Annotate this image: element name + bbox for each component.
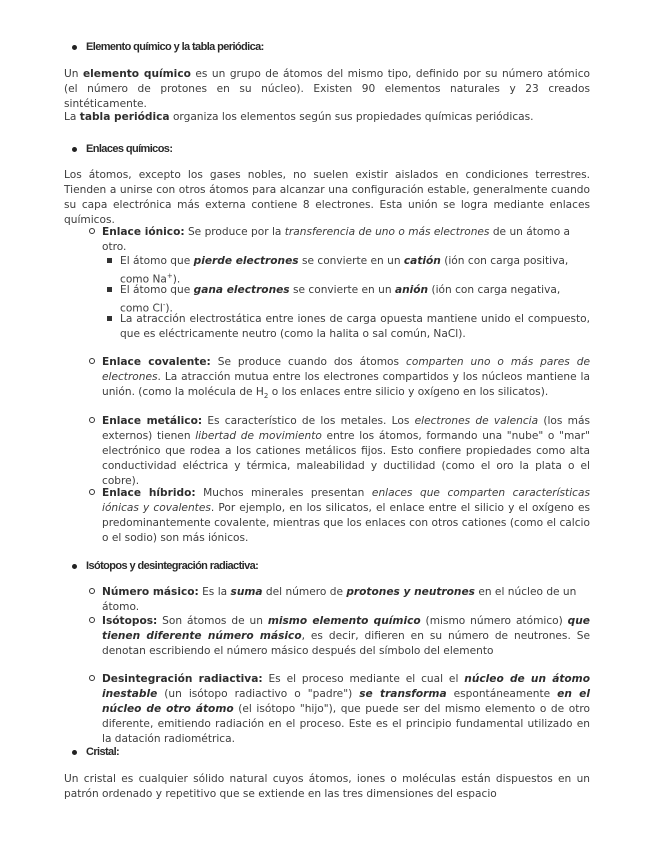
section-heading-cristal: Cristal: [86,746,120,758]
item-enlace-covalente: Enlace covalente: Se produce cuando dos átomos comparten uno o más pares de electrones. La atracción mutua entre los electrones compartidos y los núcleos mantiene la unión. (como la molécula de $H_2$ o los enlaces entre silicio y oxígeno en los silicatos). [102,356,590,401]
section-heading-isotopos: Isótopos y desintegración radiactiva: [86,560,259,572]
bullet-icon [72,564,77,569]
circle-bullet-icon [89,417,95,423]
item-enlace-hibrido: Enlace híbrido: Muchos minerales presentan enlaces que comparten características iónicas y covalentes. Por ejemplo, en los silicatos, el enlace entre el silicio y el oxígeno es predominantemente covalente, mientras que los enlaces con otros cationes (como el calcio o el sodio) son más iónicos. [102,487,590,544]
circle-bullet-icon [89,675,95,681]
square-bullet-icon [107,316,112,321]
subitem-atraccion: La atracción electrostática entre iones de carga opuesta mantiene unido el compuesto, que es eléctricamente neutro (como la halita o sal común, NaCl). [120,313,590,340]
circle-bullet-icon [89,617,95,623]
item-enlace-ionico: Enlace iónico: Se produce por la transferencia de uno o más electrones de un átomo a otro. [102,226,571,253]
section-heading-enlaces: Enlaces químicos: [86,143,173,155]
item-enlace-metalico: Enlace metálico: Es característico de los metales. Los electrones de valencia (los más externos) tienen libertad de movimiento entre los átomos, formando una "nube" o "mar" electrónico que rodea a los cationes metálicos fijos. Esto confiere propiedades como alta conductividad eléctrica y térmica, maleabilidad y ductilidad (como el oro la plata o el cobre). [102,415,590,487]
bullet-icon [72,147,77,152]
circle-bullet-icon [89,228,95,234]
subitem-cation: El átomo que pierde electrones se convierte en un catión (ión con carga positiva, como Na+). [120,255,569,286]
paragraph-elemento: Un elemento químico es un grupo de átomos del mismo tipo, definido por su número atómico (el número de protones en su núcleo). Existen 90 elementos naturales y 23 creados sintéticamente. [64,68,590,110]
square-bullet-icon [107,258,112,263]
subitem-anion: El átomo que gana electrones se convierte en un anión (ión con carga negativa, como Cl-). [120,284,561,315]
circle-bullet-icon [89,489,95,495]
bullet-icon [72,750,77,755]
paragraph-cristal: Un cristal es cualquier sólido natural cuyos átomos, iones o moléculas están dispuestos en un patrón ordenado y repetitivo que se extiende en las tres dimensiones del espacio [64,773,590,800]
circle-bullet-icon [89,358,95,364]
paragraph-enlaces-intro: Los átomos, excepto los gases nobles, no suelen existir aislados en condiciones terrestres. Tienden a unirse con otros átomos para alcanzar una configuración estable, generalmente cuando su capa electrónica más externa contiene 8 electrones. Esta unión se logra mediante enlaces químicos. [64,169,590,226]
item-desintegracion: Desintegración radiactiva: Es el proceso mediante el cual el núcleo de un átomo inestable (un isótopo radiactivo o "padre") se transforma espontáneamente en el núcleo de otro átomo (el isótopo "hijo"), que puede ser del mismo elemento o de otro diferente, emitiendo radiación en el proceso. Este es el principio fundamental utilizado en la datación radiométrica. [102,673,590,745]
circle-bullet-icon [89,588,95,594]
square-bullet-icon [107,287,112,292]
section-heading-elemento: Elemento químico y la tabla periódica: [86,41,264,53]
bullet-icon [72,45,77,50]
paragraph-tabla: La tabla periódica organiza los elementos según sus propiedades químicas periódicas. [64,111,534,123]
item-isotopos: Isótopos: Son átomos de un mismo elemento químico (mismo número atómico) que tienen diferente número másico, es decir, difieren en su número de neutrones. Se denotan escribiendo el número másico después del símbolo del elemento [102,615,590,657]
item-numero-masico: Número másico: Es la suma del número de protones y neutrones en el núcleo de un átomo. [102,586,577,613]
